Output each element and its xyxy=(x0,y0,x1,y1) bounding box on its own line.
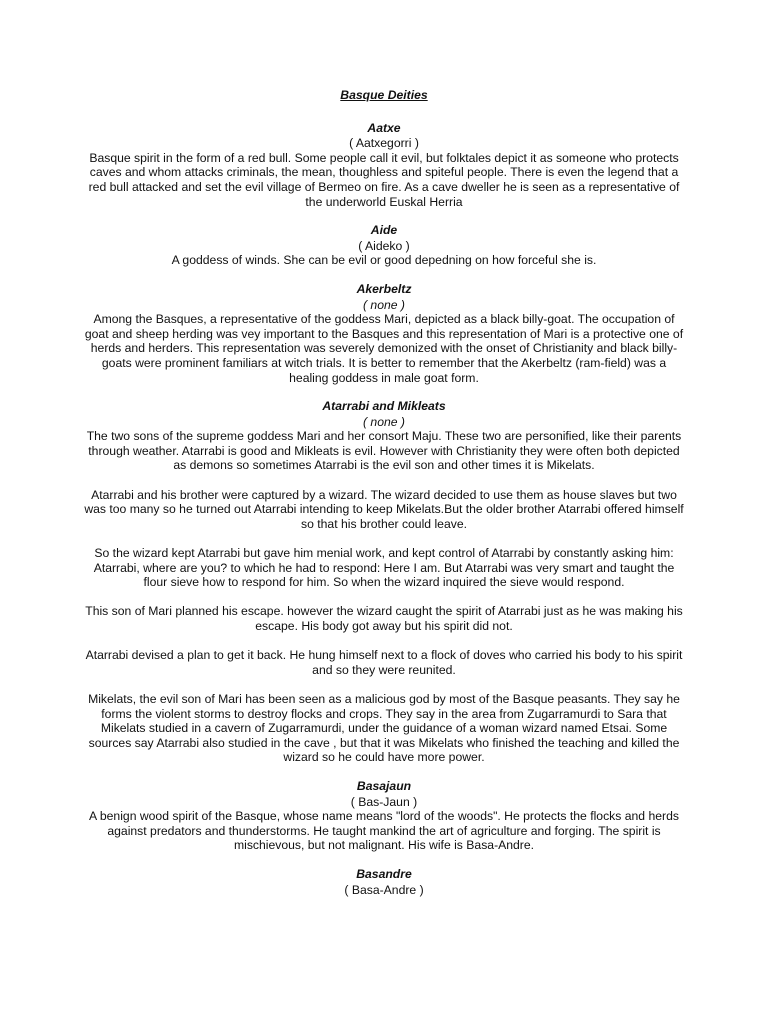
entry-alias: ( Aatxegorri ) xyxy=(349,136,419,151)
entry-basajaun xyxy=(84,779,684,853)
entry-paragraph: A goddess of winds. She can be evil or good depedning on how forceful she is. xyxy=(171,253,597,268)
entry-paragraph: Atarrabi and his brother were captured by a wizard. The wizard decided to use them as house slaves but two was too many so he turned out Atarrabi intending to keep Mikelats.But the older brother Atarrabi offered himself so that his brother could leave. xyxy=(84,487,684,531)
entry-paragraph: The two sons of the supreme goddess Mari and her consort Maju. These two are personified, like their parents through weather. Atarrabi is good and Mikleats is evil. However with Christianity they were often both depicted as demons so sometimes Atarrabi is the evil son and other times it is Mikelats. xyxy=(86,429,682,473)
entry-alias: ( Basa-Andre ) xyxy=(344,882,424,897)
entry-atarrabi-and-mikleats xyxy=(84,399,684,765)
entry-alias: ( Bas-Jaun ) xyxy=(350,794,418,809)
entry-name: Aatxe xyxy=(367,120,401,135)
entry-aide xyxy=(84,223,684,268)
entry-paragraph: Mikelats, the evil son of Mari has been seen as a malicious god by most of the Basque peasants. They say he forms the violent storms to destroy flocks and crops. They say in the area from Zugarramurdi to Sara that Mikelats studied in a cavern of Zugarramurdi, under the guidance of a woman wizard named Etsai. Some sources say Atarrabi also studied in the cave , but that it was Mikelats who finished the teaching and killed the wizard so he could have more power. xyxy=(88,691,680,765)
document-page xyxy=(84,88,684,911)
entry-name: Basandre xyxy=(356,866,412,881)
entry-paragraph: A benign wood spirit of the Basque, whose name means "lord of the woods". He protects the flocks and herds against predators and thunderstorms. He taught mankind the art of agriculture and forging. The spirit is mischievous, but not malignant. His wife is Basa-Andre. xyxy=(89,809,679,853)
entry-alias: ( none ) xyxy=(362,414,405,429)
entry-paragraph: Atarrabi devised a plan to get it back. He hung himself next to a flock of doves who carried his body to his spirit and so they were reunited. xyxy=(85,648,683,677)
entry-name: Atarrabi and Mikleats xyxy=(322,399,446,414)
entry-name: Aide xyxy=(370,223,398,238)
document-title: Basque Deities xyxy=(340,88,428,102)
entry-alias: ( Aideko ) xyxy=(358,238,410,253)
entry-paragraph: So the wizard kept Atarrabi but gave him menial work, and kept control of Atarrabi by constantly asking him: Atarrabi, where are you? to which he had to respond: Here I am. But Atarrabi was very smart and taught the flour sieve how to respond for him. So when the wizard inquired the sieve would respond. xyxy=(93,546,675,590)
entry-basandre xyxy=(84,867,684,897)
entry-akerbeltz xyxy=(84,282,684,385)
entry-paragraph: This son of Mari planned his escape. however the wizard caught the spirit of Atarrabi just as he was making his escape. His body got away but his spirit did not. xyxy=(85,604,683,633)
entry-alias: ( none ) xyxy=(362,297,405,312)
entry-name: Basajaun xyxy=(356,778,412,793)
entry-paragraph: Among the Basques, a representative of the goddess Mari, depicted as a black billy-goat. The occupation of goat and sheep herding was vey important to the Basques and this representation of Mari is a protective one of herds and herders. This representation was severely demonized with the onset of Christianity and black billy-goats were prominent familiars at witch trials. It is better to remember that the Akerbeltz (ram-field) was a healing goddess in male goat form. xyxy=(84,312,684,385)
entry-paragraph: Basque spirit in the form of a red bull. Some people call it evil, but folktales depict it as someone who protects caves and whom attacks criminals, the mean, thoughless and spiteful people. There is even the legend that a red bull attacked and set the evil village of Bermeo on fire. As a cave dweller he is seen as a representative of the underworld Euskal Herria xyxy=(88,150,680,209)
entry-name: Akerbeltz xyxy=(356,281,412,296)
entry-aatxe xyxy=(84,121,684,210)
